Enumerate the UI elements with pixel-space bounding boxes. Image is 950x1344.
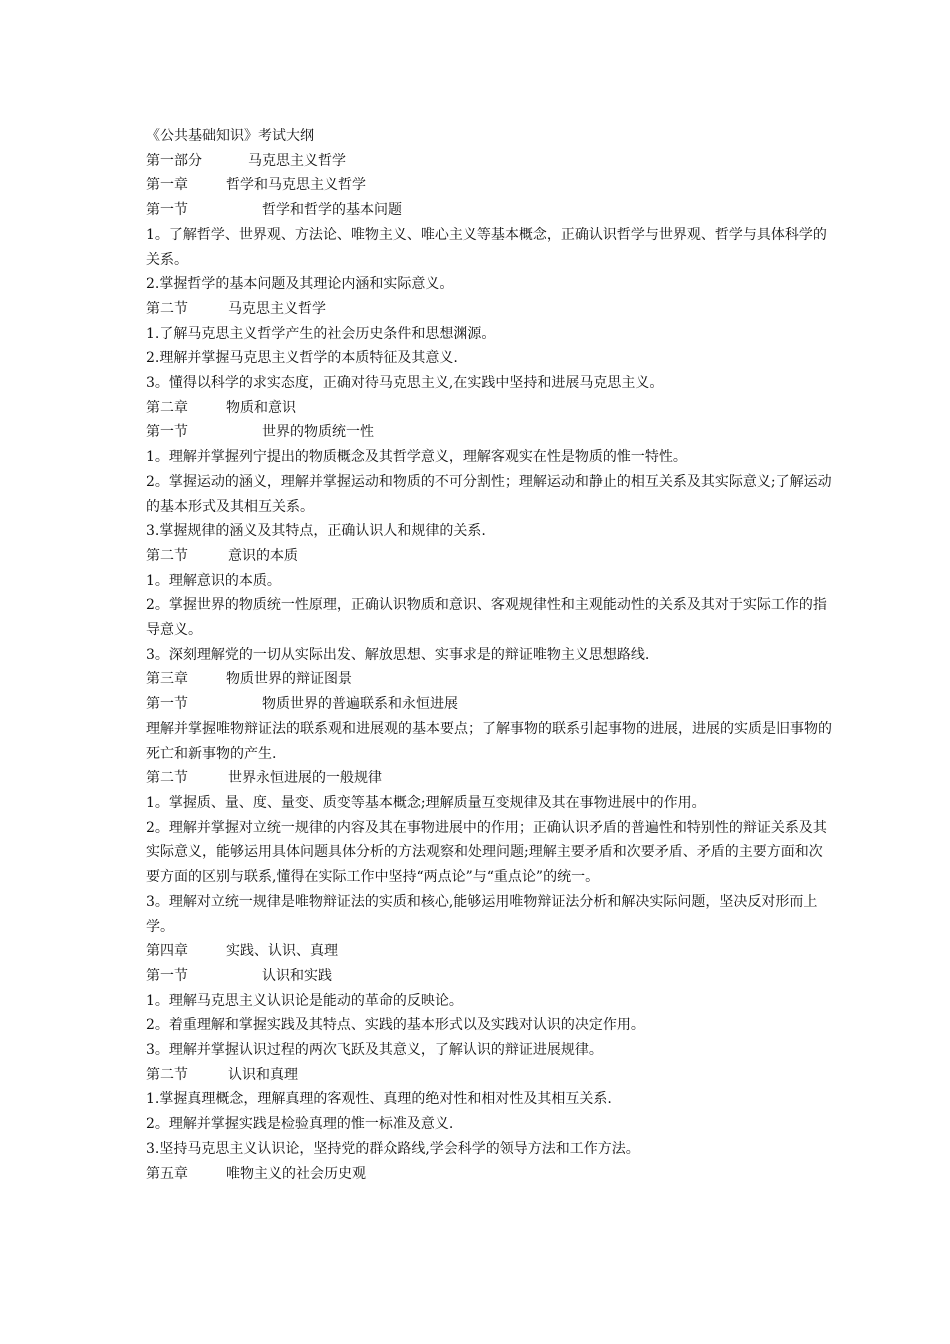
heading-label: 第四章 <box>146 943 188 960</box>
heading-text: 意识的本质 <box>228 547 298 564</box>
heading-label: 第一节 <box>146 967 188 984</box>
heading-label: 第二节 <box>146 770 188 787</box>
document-title: 《公共基础知识》考试大纲 <box>146 128 314 144</box>
heading-text: 物质和意识 <box>226 399 296 416</box>
heading-text: 唯物主义的社会历史观 <box>226 1165 366 1182</box>
section-heading <box>146 420 836 445</box>
paragraph: 3。理解对立统一规律是唯物辩证法的实质和核心,能够运用唯物辩证法分析和解决实际问题，坚决反对形而上学。 <box>146 893 818 935</box>
paragraph: 1.了解马克思主义哲学产生的社会历史条件和思想渊源。 <box>146 325 496 342</box>
paragraph: 2.掌握哲学的基本问题及其理论内涵和实际意义。 <box>146 276 454 293</box>
heading-label: 第二节 <box>146 1066 188 1083</box>
heading-text: 世界的物质统一性 <box>262 424 374 441</box>
heading-label: 第三章 <box>146 671 188 688</box>
paragraph: 理解并掌握唯物辩证法的联系观和进展观的基本要点；了解事物的联系引起事物的进展，进展的实质是旧事物的死亡和新事物的产生. <box>146 720 832 762</box>
document-page <box>146 124 836 1186</box>
chapter-heading <box>146 173 836 198</box>
heading-text: 马克思主义哲学 <box>228 300 326 317</box>
paragraph: 1。理解马克思主义认识论是能动的革命的反映论。 <box>146 992 463 1009</box>
paragraph: 1.掌握真理概念，理解真理的客观性、真理的绝对性和相对性及其相互关系. <box>146 1091 612 1108</box>
paragraph: 2。理解并掌握对立统一规律的内容及其在事物进展中的作用；正确认识矛盾的普遍性和特别性的辩证关系及其实际意义，能够运用具体问题具体分析的方法观察和处理问题;理解主要矛盾和次要矛盾、矛盾的主要方面和次要方面的区别与联系,懂得在实际工作中坚持“两点论”与“重点论”的统一。 <box>146 819 827 886</box>
paragraph: 2。掌握运动的涵义，理解并掌握运动和物质的不可分割性；理解运动和静止的相互关系及其实际意义;了解运动的基本形式及其相互关系。 <box>146 473 832 515</box>
section-heading <box>146 964 836 989</box>
heading-label: 第二节 <box>146 300 188 317</box>
paragraph: 3。懂得以科学的求实态度，正确对待马克思主义,在实践中坚持和进展马克思主义。 <box>146 375 664 392</box>
heading-label: 第五章 <box>146 1165 188 1182</box>
heading-label: 第一节 <box>146 202 188 219</box>
heading-label: 第二节 <box>146 547 188 564</box>
chapter-heading <box>146 939 836 964</box>
paragraph: 1。掌握质、量、度、量变、质变等基本概念;理解质量互变规律及其在事物进展中的作用。 <box>146 794 706 811</box>
heading-label: 第二章 <box>146 399 188 416</box>
paragraph: 3.坚持马克思主义认识论，坚持党的群众路线,学会科学的领导方法和工作方法。 <box>146 1140 640 1157</box>
heading-label: 第一部分 <box>146 152 202 169</box>
heading-text: 哲学和哲学的基本问题 <box>262 202 402 219</box>
paragraph: 1。了解哲学、世界观、方法论、唯物主义、唯心主义等基本概念，正确认识哲学与世界观、哲学与具体科学的关系。 <box>146 226 827 268</box>
paragraph: 3。理解并掌握认识过程的两次飞跃及其意义，了解认识的辩证进展规律。 <box>146 1042 603 1059</box>
heading-label: 第一节 <box>146 696 188 713</box>
section-heading <box>146 297 836 322</box>
heading-text: 世界永恒进展的一般规律 <box>228 770 382 787</box>
heading-text: 物质世界的普遍联系和永恒进展 <box>262 696 458 713</box>
heading-label: 第一节 <box>146 424 188 441</box>
heading-text: 认识和实践 <box>262 967 332 984</box>
paragraph: 2。理解并掌握实践是检验真理的惟一标准及意义. <box>146 1116 454 1133</box>
part-heading <box>146 149 836 174</box>
chapter-heading <box>146 1162 836 1187</box>
paragraph: 3.掌握规律的涵义及其特点，正确认识人和规律的关系. <box>146 523 486 540</box>
heading-text: 哲学和马克思主义哲学 <box>226 177 366 194</box>
section-heading <box>146 766 836 791</box>
paragraph: 2。着重理解和掌握实践及其特点、实践的基本形式以及实践对认识的决定作用。 <box>146 1017 645 1034</box>
section-heading <box>146 1063 836 1088</box>
heading-label: 第一章 <box>146 177 188 194</box>
paragraph: 2。掌握世界的物质统一性原理，正确认识物质和意识、客观规律性和主观能动性的关系及其对于实际工作的指导意义。 <box>146 597 827 639</box>
heading-text: 实践、认识、真理 <box>226 943 338 960</box>
paragraph: 1。理解意识的本质。 <box>146 572 281 589</box>
heading-text: 马克思主义哲学 <box>248 152 346 169</box>
chapter-heading <box>146 396 836 421</box>
paragraph: 1。理解并掌握列宁提出的物质概念及其哲学意义，理解客观实在性是物质的惟一特性。 <box>146 449 687 466</box>
section-heading <box>146 198 836 223</box>
paragraph: 2.理解并掌握马克思主义哲学的本质特征及其意义. <box>146 350 458 367</box>
section-heading <box>146 544 836 569</box>
chapter-heading <box>146 667 836 692</box>
heading-text: 认识和真理 <box>228 1066 298 1083</box>
heading-text: 物质世界的辩证图景 <box>226 671 352 688</box>
section-heading <box>146 692 836 717</box>
paragraph: 3。深刻理解党的一切从实际出发、解放思想、实事求是的辩证唯物主义思想路线. <box>146 646 650 663</box>
